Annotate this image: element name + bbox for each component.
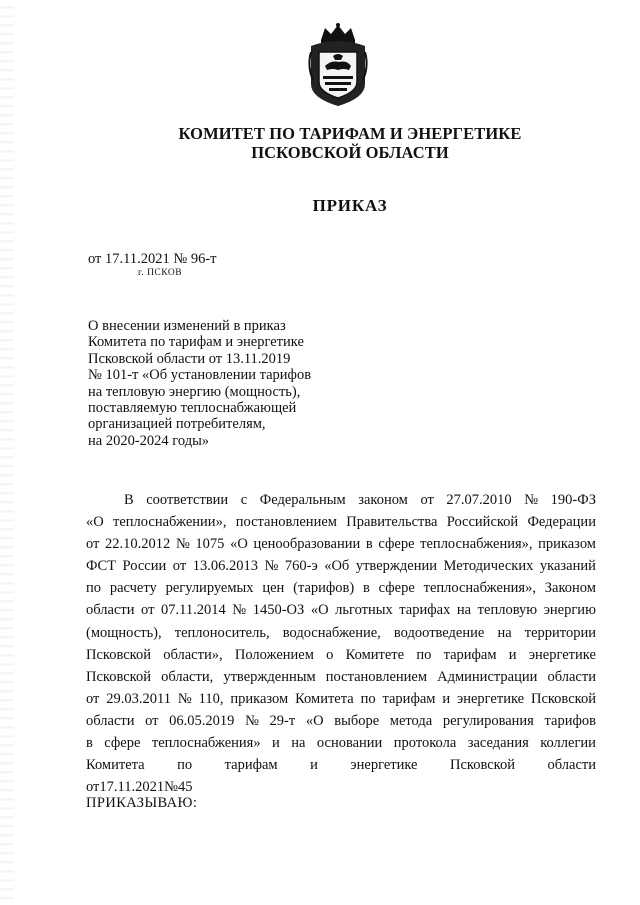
- body-line: (мощность), теплоноситель, водоснабжение, водоотведение на территории: [86, 624, 596, 641]
- subject-line: на 2020-2024 годы»: [88, 432, 210, 449]
- body-line: от 17.11.2021 № 45: [86, 779, 193, 796]
- subject-line: организацией потребителям,: [88, 416, 266, 433]
- decree-word: ПРИКАЗЫВАЮ:: [86, 795, 198, 811]
- subject-line: Псковской области от 13.11.2019: [88, 350, 291, 367]
- pskov-coat-of-arms-icon: [305, 22, 371, 108]
- order-city: г. ПСКОВ: [138, 268, 183, 278]
- subject-line: О внесении изменений в приказ: [88, 318, 286, 334]
- body-line: по расчету регулируемых цен (тарифов) в сфере теплоснабжения», Законом: [86, 580, 596, 597]
- order-subject: [88, 318, 368, 449]
- body-line: Псковской области», Положением о Комитете по тарифам и энергетике: [86, 646, 596, 663]
- body-line: от 22.10.2012 № 1075 «О ценообразовании в сфере теплоснабжения», приказом: [86, 536, 596, 553]
- committee-title-line-1: КОМИТЕТ ПО ТАРИФАМ И ЭНЕРГЕТИКЕ: [178, 124, 522, 143]
- committee-title-line-2: ПСКОВСКОЙ ОБЛАСТИ: [251, 143, 449, 162]
- subject-line: на тепловую энергию (мощность),: [88, 383, 301, 400]
- body-line: «О теплоснабжении», постановлением Правительства Российской Федерации: [86, 514, 596, 531]
- subject-line: поставляемую теплоснабжающей: [88, 400, 297, 417]
- subject-line: № 101-т «Об установлении тарифов: [88, 367, 312, 384]
- order-date-number: от 17.11.2021 № 96-т: [88, 251, 217, 267]
- subject-line: Комитета по тарифам и энергетике: [88, 334, 304, 351]
- document-type-title: ПРИКАЗ: [312, 196, 388, 215]
- body-line: области от 06.05.2019 № 29-т «О выборе метода регулирования тарифов: [86, 712, 596, 729]
- body-line: В соответствии с Федеральным законом от 27.07.2010 № 190-ФЗ: [124, 492, 596, 508]
- body-line: Комитета по тарифам и энергетике Псковской области: [86, 757, 596, 774]
- body-line: в сфере теплоснабжения» и на основании протокола заседания коллегии: [86, 735, 596, 752]
- order-body: [86, 489, 596, 798]
- body-line: Псковской области, утвержденным постановлением Администрации области: [86, 668, 596, 685]
- scan-edge: [0, 0, 14, 905]
- committee-title: [120, 124, 580, 162]
- body-line: от 29.03.2011 № 110, приказом Комитета по тарифам и энергетике Псковской: [86, 690, 596, 707]
- body-line: ФСТ России от 13.06.2013 № 760-э «Об утверждении Методических указаний: [86, 558, 596, 575]
- body-line: области от 07.11.2014 № 1450-ОЗ «О льготных тарифах на тепловую энергию: [86, 602, 596, 619]
